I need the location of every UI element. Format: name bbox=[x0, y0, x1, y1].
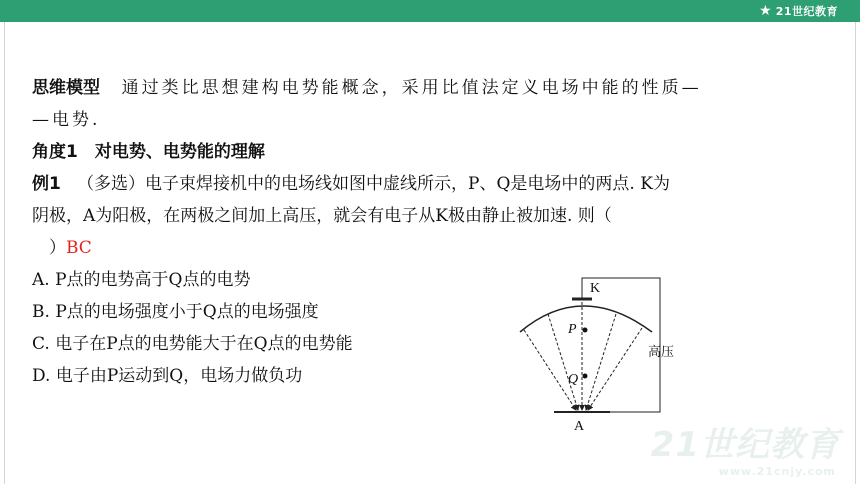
model-text-1: 通过类比思想建构电势能概念，采用比值法定义电场中能的性质— bbox=[121, 78, 702, 98]
option-c-letter: C. bbox=[32, 334, 50, 354]
point-q bbox=[583, 374, 588, 379]
option-a-letter: A. bbox=[32, 270, 50, 290]
field-line-5 bbox=[588, 328, 642, 410]
frame-left-border bbox=[4, 22, 5, 484]
option-c-text: 电子在P点的电势能大于在Q点的电势能 bbox=[55, 334, 353, 354]
label-q: Q bbox=[568, 372, 579, 387]
option-b-letter: B. bbox=[32, 302, 50, 322]
label-k: K bbox=[590, 281, 601, 296]
option-c bbox=[32, 328, 832, 360]
option-a-text: P点的电势高于Q点的电势 bbox=[55, 270, 251, 290]
field-line-1 bbox=[524, 330, 579, 410]
example-line-1 bbox=[32, 168, 832, 200]
point-p bbox=[583, 328, 588, 333]
options-list bbox=[32, 264, 832, 392]
model-label: 思维模型 bbox=[32, 78, 100, 98]
slide-content bbox=[32, 72, 832, 392]
label-voltage: 高压 bbox=[648, 345, 675, 360]
watermark-logo: 21世纪教育 bbox=[650, 425, 840, 465]
label-a: A bbox=[574, 419, 585, 434]
example-line-3 bbox=[32, 232, 832, 264]
example-bracket: ） bbox=[32, 238, 66, 258]
field-line-4 bbox=[586, 314, 616, 410]
model-text-2: —电势. bbox=[32, 110, 101, 130]
example-text-1: （多选）电子束焊接机中的电场线如图中虚线所示，P、Q是电场中的两点. K为 bbox=[77, 174, 670, 194]
label-p: P bbox=[568, 322, 577, 337]
example-text-2: 阴极，A为阳极，在两极之间加上高压，就会有电子从K极由静止被加速. 则（ bbox=[32, 206, 612, 226]
brand-logo bbox=[759, 2, 838, 20]
frame-right-border bbox=[855, 22, 856, 484]
runner-icon: ★ bbox=[759, 3, 772, 19]
option-d-text: 电子由P运动到Q，电场力做负功 bbox=[55, 366, 303, 386]
option-b bbox=[32, 296, 832, 328]
option-d-letter: D. bbox=[32, 366, 51, 386]
watermark-url: www.21cnjy.com bbox=[718, 465, 836, 478]
option-a bbox=[32, 264, 832, 296]
answer-text: BC bbox=[66, 238, 92, 258]
logo-text: 21世纪教育 bbox=[775, 5, 838, 18]
example-label: 例1 bbox=[32, 174, 61, 194]
option-d bbox=[32, 360, 832, 392]
header-bar bbox=[0, 0, 860, 22]
angle-title: 角度1 对电势、电势能的理解 bbox=[32, 142, 265, 162]
option-b-text: P点的电场强度小于Q点的电场强度 bbox=[55, 302, 319, 322]
model-line-1 bbox=[32, 72, 832, 104]
